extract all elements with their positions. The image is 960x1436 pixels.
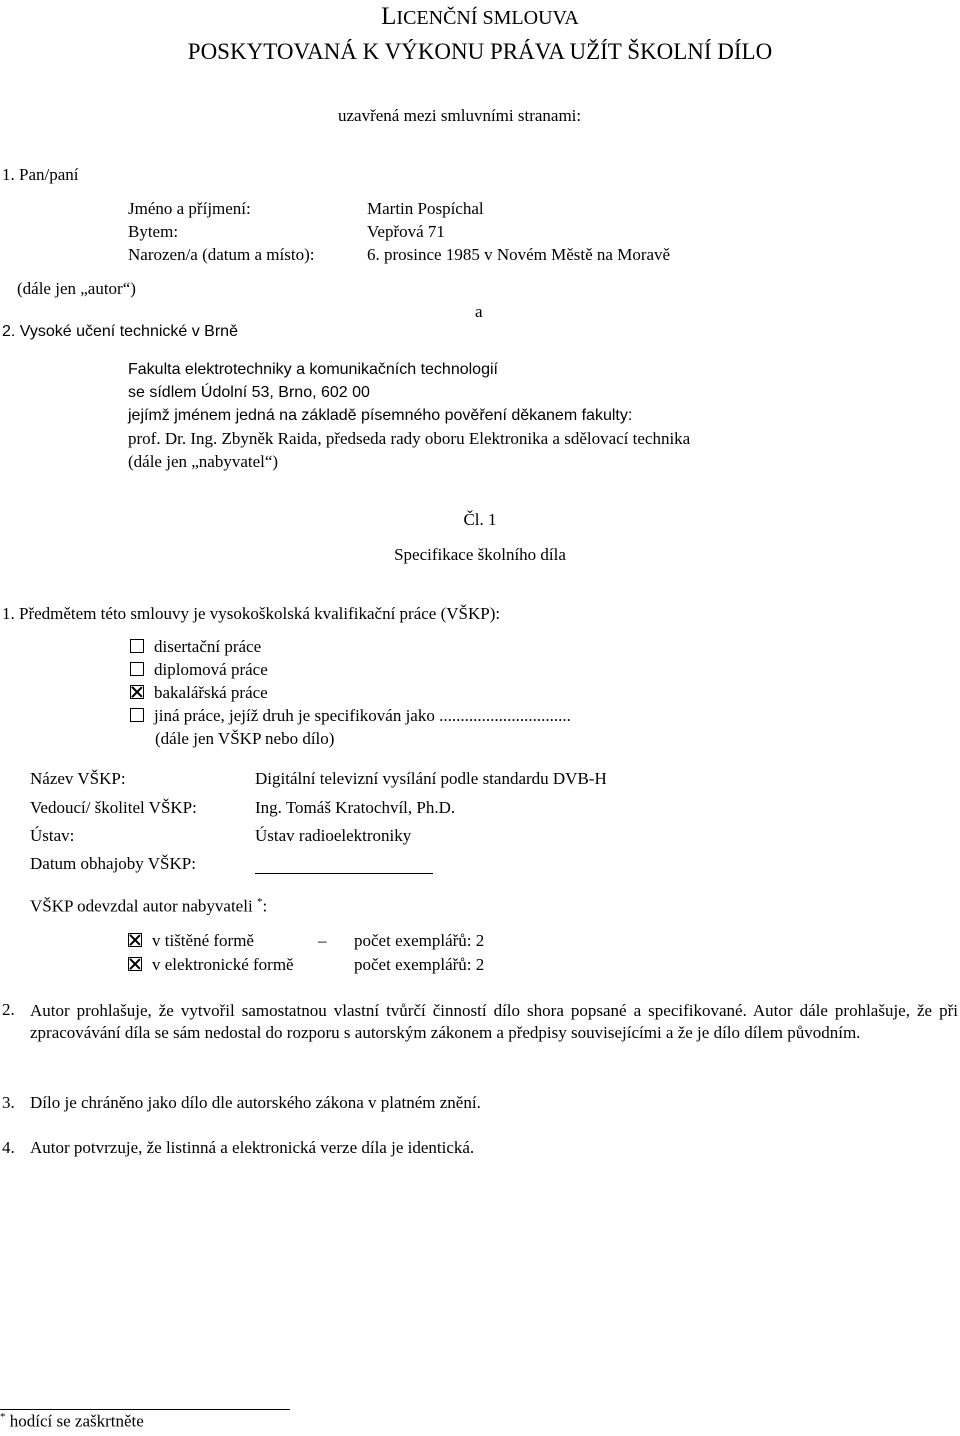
option-label: disertační práce [154,637,262,656]
option-label: jiná práce, jejíž druh je specifikován jako ............................... [154,706,571,725]
item1-text: 1. Předmětem této smlouvy je vysokoškolská kvalifikační práce (VŠKP): [2,604,501,623]
handover-form: v tištěné formě [152,931,254,950]
checkbox-checked-icon [128,933,142,947]
thesis-label: Datum obhajoby VŠKP: [30,854,196,873]
party2-line: jejímž jménem jedná na základě písemného pověření děkanem fakulty: [128,407,633,424]
handover-row-electronic [128,955,294,975]
footnote-divider [0,1409,290,1410]
defense-date-blank [255,857,433,879]
clause-number: 2. [2,1000,15,1019]
document-title: LICENČNÍ SMLOUVA [381,3,579,30]
field-label-name: Jméno a příjmení: [128,199,251,218]
option-label: bakalářská práce [154,683,268,702]
clause-text: Autor potvrzuje, že listinná a elektronická verze díla je identická. [30,1138,475,1157]
field-value-address: Vepřová 71 [367,222,445,241]
checkbox-unchecked-icon [130,639,144,653]
thesis-label: Ústav: [30,826,75,845]
clause-number: 4. [2,1138,15,1157]
party2-line: (dále jen „nabyvatel“) [128,452,279,471]
party2-line: se sídlem Údolní 53, Brno, 602 00 [128,384,370,401]
article-title: Specifikace školního díla [394,545,566,564]
thesis-label: Název VŠKP: [30,769,126,788]
option-other [130,706,571,726]
field-value-birth: 6. prosince 1985 v Novém Městě na Moravě [367,245,671,264]
handover-dash: – [318,931,327,950]
party2-line: prof. Dr. Ing. Zbyněk Raida, předseda rady oboru Elektronika a sdělovací technika [128,429,691,448]
thesis-value: Digitální televizní vysílání podle standardu DVB-H [255,769,607,788]
conjunction: a [475,302,483,321]
parties-intro: uzavřená mezi smluvními stranami: [338,106,582,125]
handover-form: v elektronické formě [152,955,294,974]
checkbox-unchecked-icon [130,662,144,676]
party2-heading: 2. Vysoké učení technické v Brně [2,323,238,340]
option-dissertation [130,637,261,657]
handover-label: VŠKP odevzdal autor nabyvateli *: [30,896,268,916]
thesis-value: Ing. Tomáš Kratochvíl, Ph.D. [255,798,456,817]
option-diploma [130,660,268,680]
thesis-value: Ústav radioelektroniky [255,826,412,845]
article-number: Čl. 1 [463,510,497,529]
handover-row-print [128,931,254,951]
field-label-birth: Narozen/a (datum a místo): [128,245,315,264]
checkbox-checked-icon [130,685,144,699]
party1-heading: 1. Pan/paní [2,165,79,184]
clause-text: Dílo je chráněno jako dílo dle autorského zákona v platném znění. [30,1093,481,1112]
handover-count: počet exemplářů: 2 [354,931,485,950]
author-alias: (dále jen „autor“) [17,279,136,298]
field-value-name: Martin Pospíchal [367,199,484,218]
vskp-alias: (dále jen VŠKP nebo dílo) [155,729,335,748]
option-bachelor [130,683,268,703]
checkbox-checked-icon [128,957,142,971]
clause-text: Autor prohlašuje, že vytvořil samostatnou vlastní tvůrčí činností dílo shora popsané a specifikované. Autor dále prohlašuje, že při zpracovávání díla se sám nedostal do rozporu s autorským zákonem a předpisy souvisejícími a že je dílo dílem původním. [30,1001,958,1042]
thesis-label: Vedoucí/ školitel VŠKP: [30,798,197,817]
field-label-address: Bytem: [128,222,179,241]
checkbox-unchecked-icon [130,708,144,722]
option-label: diplomová práce [154,660,268,679]
document-subtitle: POSKYTOVANÁ K VÝKONU PRÁVA UŽÍT ŠKOLNÍ DÍLO [187,39,773,64]
party2-line: Fakulta elektrotechniky a komunikačních technologií [128,361,498,378]
clause-number: 3. [2,1093,15,1112]
footnote: * hodící se zaškrtněte [0,1411,144,1431]
handover-count: počet exemplářů: 2 [354,955,485,974]
